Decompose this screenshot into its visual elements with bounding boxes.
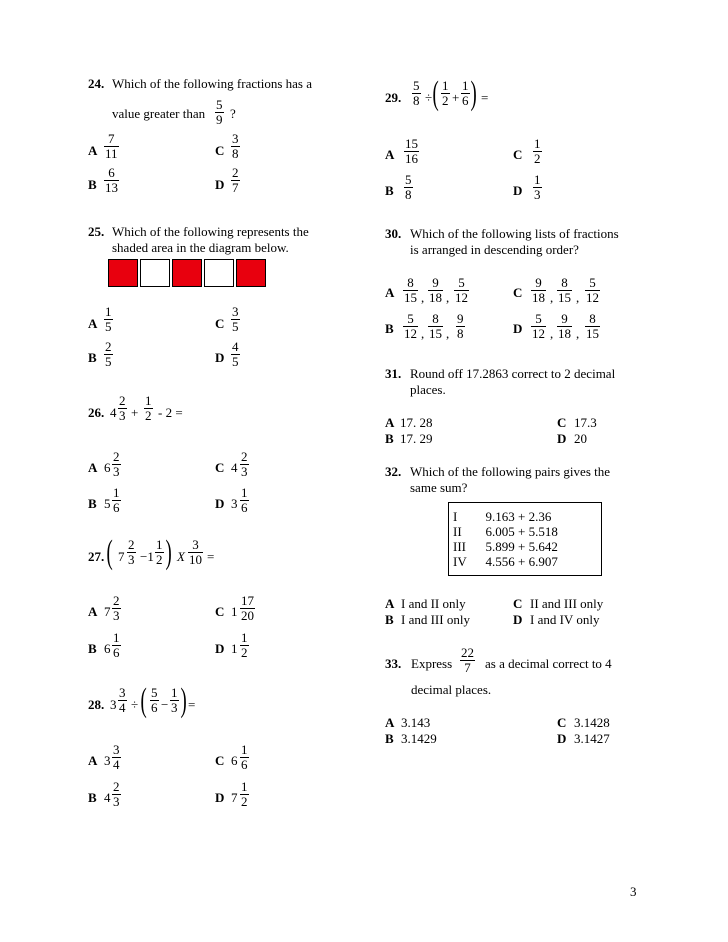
option-label: B xyxy=(88,496,97,511)
operator: −1 xyxy=(140,549,154,564)
option-label: C xyxy=(215,604,225,619)
multiply-sign: X xyxy=(177,549,185,564)
option-a-fraction[interactable]: 2 3 xyxy=(113,593,120,623)
table-row xyxy=(449,539,602,554)
question-number: 33. xyxy=(385,656,402,671)
option-c-value[interactable]: 3.1428 xyxy=(574,715,610,730)
table-row xyxy=(449,554,602,576)
pairs-table xyxy=(448,502,602,576)
option-b-value[interactable]: 17. 29 xyxy=(400,431,433,446)
question-text: Round off 17.2863 correct to 2 decimal xyxy=(410,366,616,381)
option-a-fraction-2[interactable]: 9 18 xyxy=(429,275,442,305)
option-c-fraction-3[interactable]: 5 12 xyxy=(586,275,599,305)
fraction: 2 3 xyxy=(128,537,135,567)
option-a-fraction-3[interactable]: 5 12 xyxy=(455,275,468,305)
option-label: D xyxy=(513,321,523,336)
option-c-fraction[interactable]: 1 2 xyxy=(534,136,541,166)
option-a-value[interactable]: I and II only xyxy=(401,596,466,611)
option-b-fraction-1[interactable]: 5 12 xyxy=(404,311,417,341)
right-parenthesis: ) xyxy=(180,682,187,719)
option-c-fraction[interactable]: 3 8 xyxy=(232,131,239,161)
option-b-fraction-2[interactable]: 8 15 xyxy=(429,311,442,341)
diagram-cell xyxy=(140,259,170,287)
option-d-fraction-3[interactable]: 8 15 xyxy=(586,311,599,341)
fraction: 2 3 xyxy=(119,393,126,423)
diagram-cell xyxy=(108,259,138,287)
question-number: 24. xyxy=(88,76,105,91)
whole-number: 3 xyxy=(110,697,117,712)
whole-number: 3 xyxy=(104,753,111,768)
whole-number: 4 xyxy=(231,460,238,475)
question-number: 31. xyxy=(385,366,402,381)
question-text: places. xyxy=(410,382,446,397)
question-text: Which of the following pairs gives the xyxy=(410,464,611,479)
option-d-value[interactable]: I and IV only xyxy=(530,612,600,627)
option-d-fraction-1[interactable]: 5 12 xyxy=(532,311,545,341)
whole-number: 4 xyxy=(110,405,117,420)
fraction: 1 2 xyxy=(442,78,449,108)
operator: ÷ xyxy=(131,697,139,712)
option-label: B xyxy=(385,612,394,627)
option-label: A xyxy=(385,715,395,730)
row-sum: 5.899 + 5.642 xyxy=(485,539,558,554)
option-label: C xyxy=(557,715,567,730)
option-d-fraction[interactable]: 4 5 xyxy=(232,339,239,369)
option-a-fraction[interactable]: 3 4 xyxy=(113,742,120,772)
option-label: D xyxy=(215,177,225,192)
left-parenthesis: ( xyxy=(140,682,147,719)
page-number: 3 xyxy=(630,884,637,899)
option-label: C xyxy=(513,147,523,162)
fraction: 3 4 xyxy=(119,685,126,715)
option-b-fraction-3[interactable]: 9 8 xyxy=(457,311,464,341)
option-c-fraction[interactable]: 17 20 xyxy=(241,593,254,623)
question-number: 27. xyxy=(88,549,105,564)
option-label: C xyxy=(557,415,567,430)
question-mark: ? xyxy=(230,106,236,121)
option-label: B xyxy=(88,177,97,192)
question-text: Which of the following fractions has a xyxy=(112,76,312,91)
question-number: 26. xyxy=(88,405,105,420)
fraction: 1 2 xyxy=(145,393,152,423)
diagram-cell xyxy=(236,259,266,287)
option-label: D xyxy=(557,731,567,746)
option-label: C xyxy=(513,596,523,611)
whole-number: 6 xyxy=(231,753,238,768)
option-label: B xyxy=(385,183,394,198)
option-d-value[interactable]: 3.1427 xyxy=(574,731,610,746)
option-label: B xyxy=(385,731,394,746)
option-d-value[interactable]: 20 xyxy=(574,431,587,446)
option-a-fraction[interactable]: 2 3 xyxy=(113,449,120,479)
fraction: 1 2 xyxy=(156,537,163,567)
option-c-fraction[interactable]: 2 3 xyxy=(241,449,248,479)
fraction: 5 8 xyxy=(413,78,420,108)
right-parenthesis: ) xyxy=(470,75,477,112)
question-text: Which of the following lists of fractions xyxy=(410,226,619,241)
option-label: D xyxy=(215,496,225,511)
option-d-fraction[interactable]: 1 2 xyxy=(241,779,248,809)
question-text: shaded area in the diagram below. xyxy=(112,240,289,255)
option-a-fraction[interactable]: 15 16 xyxy=(405,136,418,166)
option-label: A xyxy=(88,316,98,331)
option-c-value[interactable]: 17.3 xyxy=(574,415,597,430)
option-b-fraction[interactable]: 1 6 xyxy=(113,485,120,515)
option-c-fraction[interactable]: 3 5 xyxy=(232,304,239,334)
question-number: 25. xyxy=(88,224,105,239)
option-label: A xyxy=(88,753,98,768)
whole-number: 7 xyxy=(118,549,125,564)
question-text: is arranged in descending order? xyxy=(410,242,579,257)
option-b-value[interactable]: 3.1429 xyxy=(401,731,437,746)
whole-number: 3 xyxy=(231,496,238,511)
option-label: A xyxy=(88,460,98,475)
row-label: IV xyxy=(453,554,467,569)
option-d-fraction[interactable]: 1 6 xyxy=(241,485,248,515)
option-b-fraction[interactable]: 2 5 xyxy=(105,339,112,369)
option-label: A xyxy=(385,285,395,300)
option-label: B xyxy=(385,431,394,446)
option-b-fraction[interactable]: 5 8 xyxy=(405,172,412,202)
question-text: as a decimal correct to 4 xyxy=(485,656,612,671)
expression-rest: - 2 = xyxy=(158,405,183,420)
diagram-cell xyxy=(172,259,202,287)
fraction: 5 9 xyxy=(216,97,223,127)
option-label: D xyxy=(215,790,225,805)
operator: − xyxy=(161,697,169,712)
whole-number: 7 xyxy=(231,790,238,805)
question-number: 28. xyxy=(88,697,105,712)
equals-sign: = xyxy=(188,697,196,712)
row-label: I xyxy=(453,509,458,524)
option-label: C xyxy=(215,753,225,768)
option-label: B xyxy=(88,350,97,365)
question-number: 32. xyxy=(385,464,402,479)
option-label: C xyxy=(215,460,225,475)
question-text: decimal places. xyxy=(411,682,492,697)
option-c-fraction-2[interactable]: 8 15 xyxy=(558,275,571,305)
table-row xyxy=(449,503,602,525)
question-text: Which of the following represents the xyxy=(112,224,309,239)
question-number: 30. xyxy=(385,226,402,241)
option-label: A xyxy=(385,147,395,162)
option-label: D xyxy=(513,612,523,627)
right-parenthesis: ) xyxy=(165,534,172,571)
option-label: C xyxy=(215,316,225,331)
operator: ÷ xyxy=(425,90,433,105)
option-d-fraction[interactable]: 1 2 xyxy=(241,630,248,660)
whole-number: 5 xyxy=(104,496,111,511)
row-sum: 4.556 + 6.907 xyxy=(485,554,558,569)
fraction: 3 10 xyxy=(189,537,202,567)
fraction: 1 6 xyxy=(462,78,469,108)
option-label: A xyxy=(88,604,98,619)
option-b-fraction[interactable]: 2 3 xyxy=(113,779,120,809)
fraction: 5 6 xyxy=(151,685,158,715)
row-sum: 9.163 + 2.36 xyxy=(485,509,552,524)
option-a-fraction-1[interactable]: 8 15 xyxy=(404,275,417,305)
option-c-fraction[interactable]: 1 6 xyxy=(241,742,248,772)
question-text: same sum? xyxy=(410,480,468,495)
question-number: 29. xyxy=(385,90,402,105)
option-label: C xyxy=(513,285,523,300)
fraction: 1 3 xyxy=(171,685,178,715)
option-d-fraction-2[interactable]: 9 18 xyxy=(558,311,571,341)
question-text: Express xyxy=(411,656,453,671)
option-label: D xyxy=(557,431,567,446)
option-label: B xyxy=(88,790,97,805)
option-a-value[interactable]: 3.143 xyxy=(401,715,431,730)
option-label: A xyxy=(88,143,98,158)
left-parenthesis: ( xyxy=(106,534,113,571)
whole-number: 1 xyxy=(231,641,238,656)
equals-sign: = xyxy=(207,549,215,564)
option-d-fraction[interactable]: 2 7 xyxy=(232,165,239,195)
option-label: D xyxy=(215,641,225,656)
whole-number: 1 xyxy=(231,604,238,619)
option-c-fraction-1[interactable]: 9 18 xyxy=(532,275,545,305)
option-label: B xyxy=(88,641,97,656)
option-b-fraction[interactable]: 1 6 xyxy=(113,630,120,660)
operator: + xyxy=(452,90,460,105)
row-label: III xyxy=(453,539,466,554)
whole-number: 4 xyxy=(104,790,111,805)
option-b-value[interactable]: I and III only xyxy=(401,612,470,627)
option-label: A xyxy=(385,415,395,430)
fraction: 22 7 xyxy=(461,645,474,675)
option-a-fraction[interactable]: 1 5 xyxy=(105,304,112,334)
whole-number: 7 xyxy=(104,604,111,619)
option-label: C xyxy=(215,143,225,158)
row-sum: 6.005 + 5.518 xyxy=(485,524,558,539)
whole-number: 6 xyxy=(104,460,111,475)
option-c-value[interactable]: II and III only xyxy=(530,596,604,611)
left-parenthesis: ( xyxy=(432,75,439,112)
option-d-fraction[interactable]: 1 3 xyxy=(534,172,541,202)
operator: + xyxy=(131,405,139,420)
whole-number: 6 xyxy=(104,641,111,656)
option-a-fraction[interactable]: 7 11 xyxy=(105,131,118,161)
row-label: II xyxy=(453,524,462,539)
table-row xyxy=(449,524,602,539)
option-label: B xyxy=(385,321,394,336)
option-b-fraction[interactable]: 6 13 xyxy=(105,165,118,195)
diagram-cell xyxy=(204,259,234,287)
option-label: D xyxy=(215,350,225,365)
equals-sign: = xyxy=(481,90,489,105)
question-text: value greater than xyxy=(112,106,206,121)
option-a-value[interactable]: 17. 28 xyxy=(400,415,433,430)
option-label: A xyxy=(385,596,395,611)
option-label: D xyxy=(513,183,523,198)
